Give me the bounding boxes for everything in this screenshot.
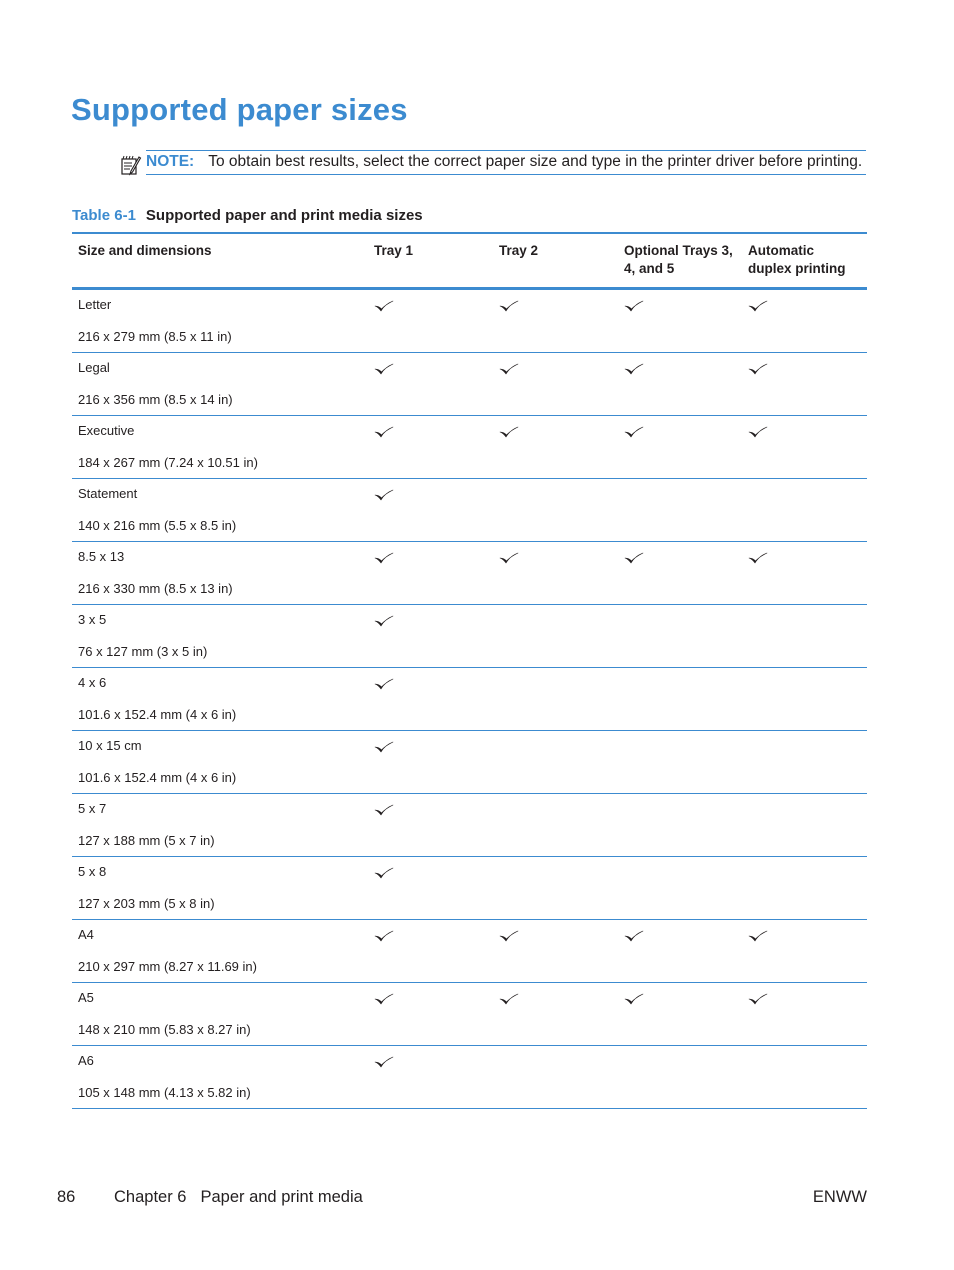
size-cell <box>72 605 368 668</box>
size-cell <box>72 289 368 353</box>
paper-sizes-table-wrapper <box>72 232 867 1109</box>
check-icon <box>374 426 394 438</box>
support-cell-optional <box>618 794 742 857</box>
paper-sizes-table <box>72 232 867 1109</box>
support-cell-optional <box>618 731 742 794</box>
support-cell-tray1 <box>368 479 493 542</box>
support-cell-optional <box>618 668 742 731</box>
size-dimensions: 216 x 330 mm (8.5 x 13 in) <box>78 581 233 596</box>
support-cell-tray1 <box>368 542 493 605</box>
check-icon <box>748 426 768 438</box>
support-cell-tray2 <box>493 983 618 1046</box>
size-name: Executive <box>78 423 135 438</box>
support-cell-optional <box>618 353 742 416</box>
table-row <box>72 857 867 920</box>
size-cell <box>72 353 368 416</box>
support-cell-tray2 <box>493 289 618 353</box>
check-icon <box>748 552 768 564</box>
support-cell-tray2 <box>493 353 618 416</box>
size-name: Letter <box>78 297 112 312</box>
support-cell-optional <box>618 289 742 353</box>
check-icon <box>499 426 519 438</box>
support-cell-tray2 <box>493 668 618 731</box>
header-duplex: Automatic duplex printing <box>742 233 867 289</box>
check-icon <box>374 489 394 501</box>
chapter-label: Chapter 6 <box>114 1188 187 1206</box>
size-cell <box>72 857 368 920</box>
support-cell-optional <box>618 542 742 605</box>
support-cell-duplex <box>742 668 867 731</box>
table-caption <box>72 207 423 224</box>
size-cell <box>72 731 368 794</box>
support-cell-optional <box>618 479 742 542</box>
support-cell-tray2 <box>493 479 618 542</box>
size-cell <box>72 668 368 731</box>
support-cell-tray1 <box>368 353 493 416</box>
size-name: Statement <box>78 486 138 501</box>
size-name: 8.5 x 13 <box>78 549 125 564</box>
check-icon <box>624 300 644 312</box>
support-cell-tray2 <box>493 1046 618 1109</box>
header-optional-trays: Optional Trays 3, 4, and 5 <box>618 233 742 289</box>
support-cell-tray1 <box>368 731 493 794</box>
size-cell <box>72 416 368 479</box>
table-row <box>72 542 867 605</box>
check-icon <box>374 300 394 312</box>
chapter-title: Paper and print media <box>200 1188 363 1206</box>
check-icon <box>624 993 644 1005</box>
check-icon <box>499 300 519 312</box>
support-cell-optional <box>618 920 742 983</box>
support-cell-tray1 <box>368 920 493 983</box>
table-row <box>72 479 867 542</box>
check-icon <box>748 993 768 1005</box>
header-tray-1: Tray 1 <box>368 233 493 289</box>
check-icon <box>374 993 394 1005</box>
check-icon <box>374 678 394 690</box>
size-cell <box>72 542 368 605</box>
check-icon <box>374 615 394 627</box>
check-icon <box>499 552 519 564</box>
chapter-reference <box>114 1188 363 1207</box>
support-cell-optional <box>618 983 742 1046</box>
support-cell-tray2 <box>493 794 618 857</box>
check-icon <box>624 930 644 942</box>
header-size-dimensions: Size and dimensions <box>72 233 368 289</box>
note-box <box>146 150 866 175</box>
support-cell-optional <box>618 857 742 920</box>
size-name: A5 <box>78 990 94 1005</box>
support-cell-tray1 <box>368 983 493 1046</box>
size-dimensions: 105 x 148 mm (4.13 x 5.82 in) <box>78 1085 251 1100</box>
size-name: 4 x 6 <box>78 675 107 690</box>
size-dimensions: 210 x 297 mm (8.27 x 11.69 in) <box>78 959 257 974</box>
support-cell-duplex <box>742 1046 867 1109</box>
table-row <box>72 416 867 479</box>
support-cell-tray1 <box>368 857 493 920</box>
support-cell-tray1 <box>368 605 493 668</box>
page-number: 86 <box>57 1188 76 1206</box>
check-icon <box>374 363 394 375</box>
support-cell-duplex <box>742 479 867 542</box>
support-cell-duplex <box>742 731 867 794</box>
size-dimensions: 140 x 216 mm (5.5 x 8.5 in) <box>78 518 237 533</box>
support-cell-tray2 <box>493 920 618 983</box>
support-cell-duplex <box>742 920 867 983</box>
size-dimensions: 127 x 188 mm (5 x 7 in) <box>78 833 215 848</box>
note-pencil-icon <box>120 154 142 176</box>
size-dimensions: 184 x 267 mm (7.24 x 10.51 in) <box>78 455 258 470</box>
size-cell <box>72 920 368 983</box>
size-name: 3 x 5 <box>78 612 107 627</box>
size-name: A4 <box>78 927 94 942</box>
size-dimensions: 216 x 279 mm (8.5 x 11 in) <box>78 329 232 344</box>
support-cell-optional <box>618 416 742 479</box>
check-icon <box>374 1056 394 1068</box>
size-dimensions: 101.6 x 152.4 mm (4 x 6 in) <box>78 770 237 785</box>
note-text: To obtain best results, select the correct paper size and type in the printer driver before printing. <box>208 153 863 170</box>
check-icon <box>748 363 768 375</box>
size-dimensions: 101.6 x 152.4 mm (4 x 6 in) <box>78 707 237 722</box>
support-cell-optional <box>618 1046 742 1109</box>
size-cell <box>72 794 368 857</box>
size-name: 5 x 7 <box>78 801 107 816</box>
check-icon <box>499 993 519 1005</box>
note-label: NOTE: <box>146 153 195 170</box>
support-cell-duplex <box>742 416 867 479</box>
support-cell-tray2 <box>493 731 618 794</box>
support-cell-tray1 <box>368 794 493 857</box>
support-cell-tray2 <box>493 542 618 605</box>
page-title: Supported paper sizes <box>71 92 408 127</box>
support-cell-duplex <box>742 857 867 920</box>
check-icon <box>374 867 394 879</box>
table-row <box>72 983 867 1046</box>
support-cell-tray1 <box>368 416 493 479</box>
check-icon <box>624 363 644 375</box>
check-icon <box>499 930 519 942</box>
size-name: Legal <box>78 360 110 375</box>
table-header-row <box>72 233 867 289</box>
support-cell-duplex <box>742 605 867 668</box>
support-cell-duplex <box>742 794 867 857</box>
size-cell <box>72 983 368 1046</box>
table-row <box>72 794 867 857</box>
support-cell-tray1 <box>368 668 493 731</box>
support-cell-duplex <box>742 542 867 605</box>
check-icon <box>374 804 394 816</box>
table-row <box>72 668 867 731</box>
header-tray-2: Tray 2 <box>493 233 618 289</box>
publication-code: ENWW <box>812 1188 867 1206</box>
table-row <box>72 731 867 794</box>
check-icon <box>748 300 768 312</box>
support-cell-duplex <box>742 289 867 353</box>
support-cell-tray1 <box>368 289 493 353</box>
table-caption-number: Table 6-1 <box>72 207 136 224</box>
support-cell-tray2 <box>493 605 618 668</box>
check-icon <box>374 552 394 564</box>
support-cell-tray2 <box>493 416 618 479</box>
table-row <box>72 289 867 353</box>
support-cell-duplex <box>742 353 867 416</box>
support-cell-tray1 <box>368 1046 493 1109</box>
size-name: A6 <box>78 1053 94 1068</box>
size-dimensions: 216 x 356 mm (8.5 x 14 in) <box>78 392 233 407</box>
check-icon <box>374 741 394 753</box>
size-cell <box>72 1046 368 1109</box>
check-icon <box>374 930 394 942</box>
check-icon <box>748 930 768 942</box>
table-caption-title: Supported paper and print media sizes <box>145 207 423 224</box>
support-cell-optional <box>618 605 742 668</box>
size-dimensions: 76 x 127 mm (3 x 5 in) <box>78 644 208 659</box>
size-dimensions: 127 x 203 mm (5 x 8 in) <box>78 896 215 911</box>
check-icon <box>499 363 519 375</box>
table-row <box>72 920 867 983</box>
support-cell-duplex <box>742 983 867 1046</box>
size-cell <box>72 479 368 542</box>
table-row <box>72 1046 867 1109</box>
table-row <box>72 353 867 416</box>
size-dimensions: 148 x 210 mm (5.83 x 8.27 in) <box>78 1022 251 1037</box>
size-name: 10 x 15 cm <box>78 738 142 753</box>
check-icon <box>624 552 644 564</box>
size-name: 5 x 8 <box>78 864 107 879</box>
table-row <box>72 605 867 668</box>
support-cell-tray2 <box>493 857 618 920</box>
check-icon <box>624 426 644 438</box>
